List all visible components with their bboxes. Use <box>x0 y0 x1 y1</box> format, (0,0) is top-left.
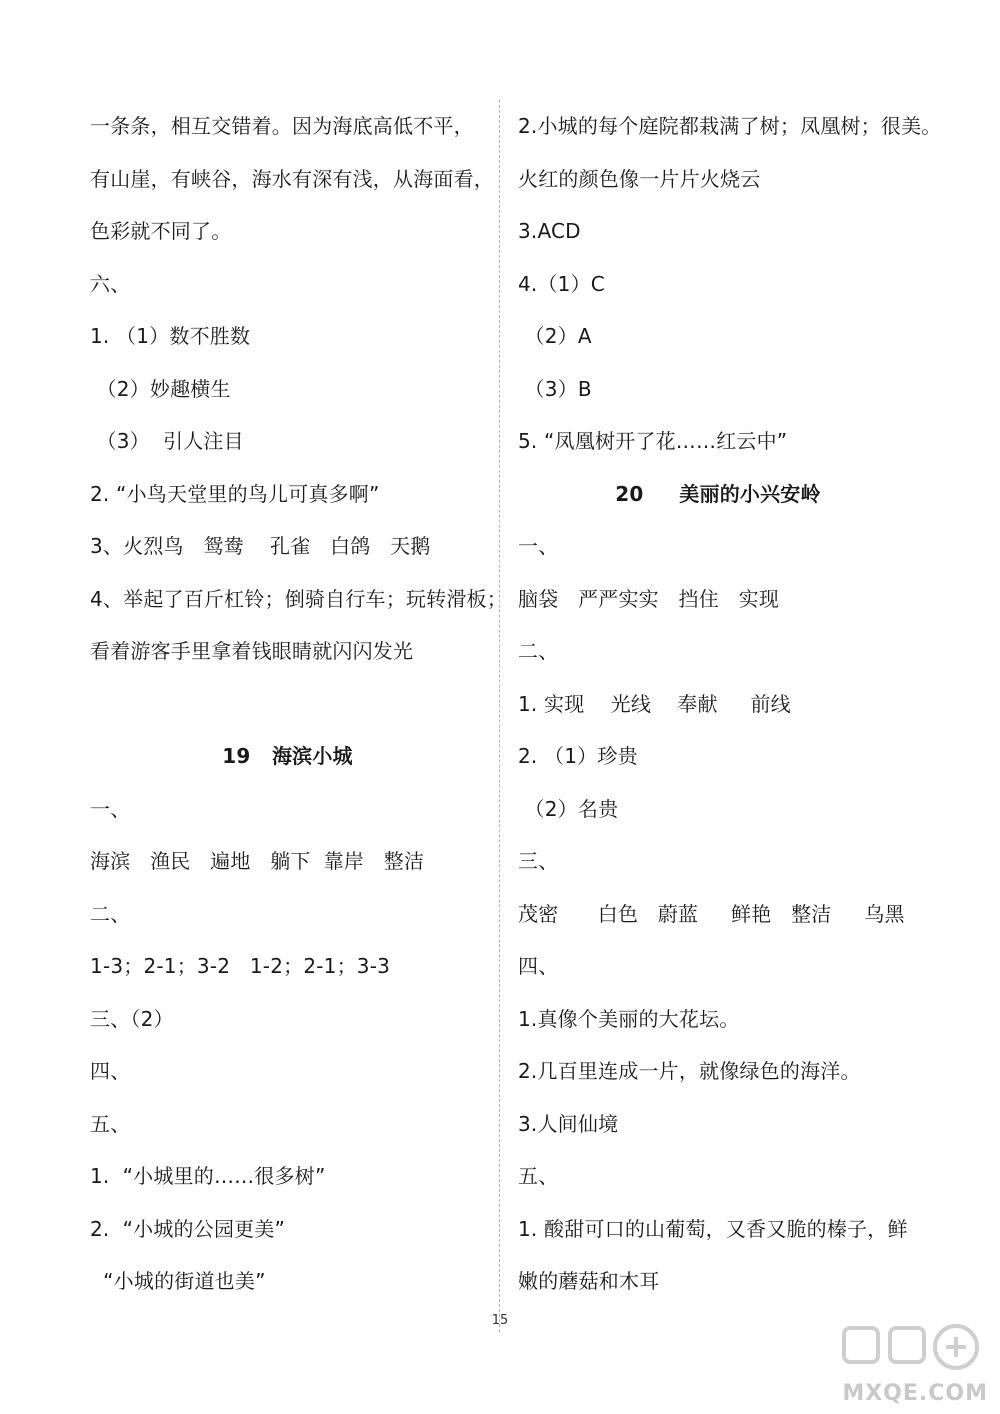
text-line: 3.ACD <box>518 219 581 243</box>
text-line: 嫩的蘑菇和木耳 <box>518 1269 660 1293</box>
text-line: 2. “小鸟天堂里的鸟儿可真多啊” <box>90 481 380 506</box>
text-line: 3、火烈鸟 鸳鸯 孔雀 白鸽 天鹅 <box>90 534 431 558</box>
section-heading: 六、 <box>90 271 131 296</box>
text-line: “小城的街道也美” <box>90 1269 266 1293</box>
text-line: （2）名贵 <box>518 796 619 821</box>
section-heading: 二、 <box>518 639 559 663</box>
text-line: 2.几百里连成一片，就像绿色的海洋。 <box>518 1059 861 1083</box>
text-line: 1.真像个美丽的大花坛。 <box>518 1006 740 1031</box>
text-line: 茂密 白色 蔚蓝 鲜艳 整洁 乌黑 <box>518 901 905 926</box>
text-line: 脑袋 严严实实 挡住 实现 <box>518 586 780 611</box>
section-heading: 四、 <box>518 954 559 978</box>
text-line: 5. “凤凰树开了花……红云中” <box>518 429 788 453</box>
section-heading: 一、 <box>518 534 559 558</box>
text-line: 1. 酸甜可口的山葡萄，又香又脆的榛子，鲜 <box>518 1216 908 1241</box>
text-line: 2.小城的每个庭院都栽满了树；凤凰树；很美。 <box>518 114 942 138</box>
lesson-title-19: 19 海滨小城 <box>222 744 353 768</box>
text-line: 1-3；2-1；3-2 1-2；2-1；3-3 <box>90 954 391 978</box>
section-heading: 二、 <box>90 901 131 926</box>
section-heading: 五、 <box>518 1164 559 1188</box>
section-heading: 一、 <box>90 796 131 821</box>
right-column <box>518 100 942 1308</box>
text-line: 色彩就不同了。 <box>90 219 232 243</box>
watermark <box>838 1320 988 1408</box>
watermark-site: MXQE.COM <box>842 1381 988 1406</box>
section-heading: 五、 <box>90 1111 131 1136</box>
text-line: 1. “小城里的……很多树” <box>90 1164 326 1188</box>
text-line: （2）A <box>518 324 592 348</box>
section-heading: 三、 <box>518 849 559 873</box>
text-line: 1. 实现 光线 奉献 前线 <box>518 691 791 716</box>
text-line: （2）妙趣横生 <box>90 376 231 401</box>
text-line: 4.（1）C <box>518 271 605 296</box>
column-divider <box>499 100 500 1332</box>
section-heading: 三、（2） <box>90 1006 174 1031</box>
text-line: 看着游客手里拿着钱眼睛就闪闪发光 <box>90 639 414 663</box>
lesson-title-20: 20 美丽的小兴安岭 <box>615 481 821 506</box>
text-line: 有山崖，有峡谷，海水有深有浅，从海面看， <box>90 166 494 191</box>
text-line: （3）B <box>518 376 592 401</box>
text-line: 一条条，相互交错着。因为海底高低不平， <box>90 114 474 138</box>
section-heading: 四、 <box>90 1059 131 1083</box>
text-line: 2. “小城的公园更美” <box>90 1216 286 1241</box>
left-column <box>90 100 507 1308</box>
page-number: 15 <box>491 1313 509 1328</box>
text-line: 2. （1）珍贵 <box>518 744 638 768</box>
watermark-logo-icon <box>838 1320 988 1380</box>
text-line: 火红的颜色像一片片火烧云 <box>518 166 761 191</box>
text-line: 4、举起了百斤杠铃；倒骑自行车；玩转滑板； <box>90 586 507 611</box>
text-line: 海滨 渔民 遍地 躺下 靠岸 整洁 <box>90 849 425 873</box>
spacer <box>90 678 485 731</box>
text-line: （3） 引人注目 <box>90 429 244 453</box>
text-line: 1. （1）数不胜数 <box>90 324 251 348</box>
text-line: 3.人间仙境 <box>518 1111 619 1136</box>
